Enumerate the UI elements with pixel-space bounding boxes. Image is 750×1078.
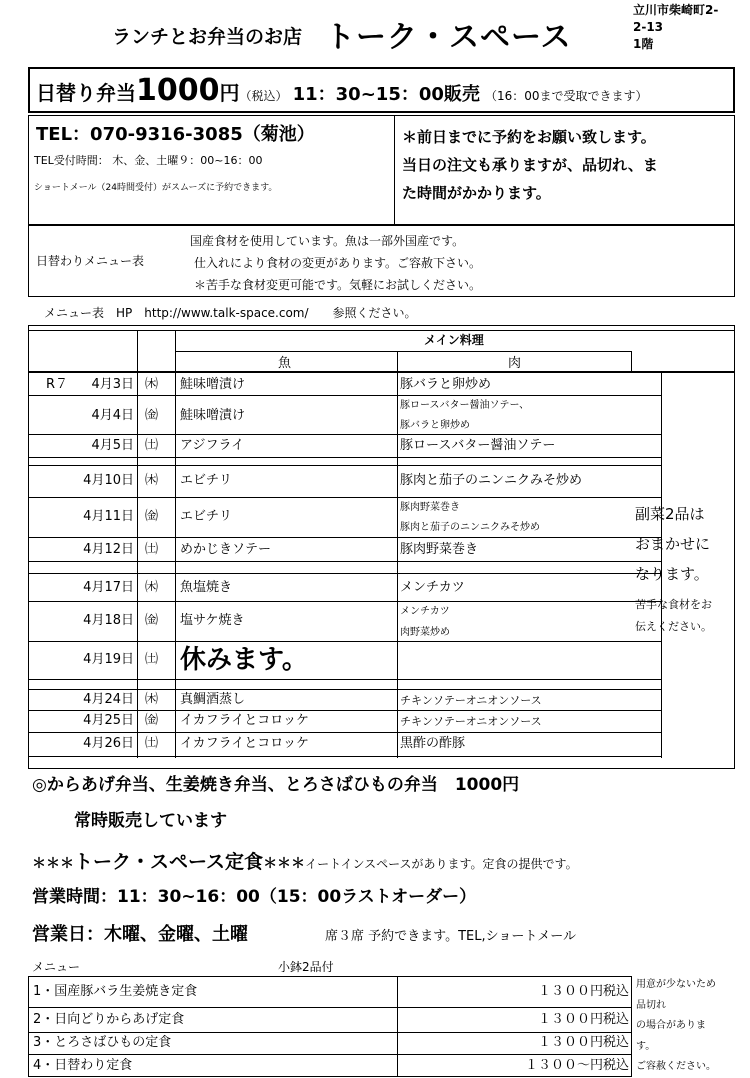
col-meat-divider-top — [631, 351, 632, 371]
row-rule — [28, 641, 661, 642]
fish-cell: めかじきソテー — [180, 542, 272, 557]
meat-cell: 豚バラと卵炒め — [400, 377, 492, 392]
contact-tel: TEL：070‐9316‐3085（菊池） — [36, 124, 315, 145]
table-bottom-rule — [28, 768, 735, 769]
meat-cell: メンチカツ — [400, 580, 465, 595]
day-cell: ㈮ — [145, 509, 159, 524]
stars-right: ＊＊＊ — [263, 856, 306, 872]
teishoku-col-divider — [397, 976, 398, 1077]
date-cell: 4月11日 — [83, 509, 134, 524]
menu-label: メニュー — [32, 960, 81, 974]
eat-in-note: イートインスペースがあります。定食の提供です。 — [305, 857, 578, 871]
row-rule — [28, 679, 661, 680]
limited-note-line-1: 用意が少ないため — [636, 979, 716, 990]
fish-cell: エビチリ — [180, 473, 233, 488]
regular-items: ◎からあげ弁当、生姜焼き弁当、とろさばひもの弁当 1000円 — [32, 775, 520, 795]
row-rule — [28, 434, 661, 435]
date-cell: 4月4日 — [91, 408, 134, 423]
teishoku-row-rule — [28, 1007, 632, 1008]
limited-note-line-4: す。 — [636, 1040, 656, 1052]
row-rule — [28, 689, 661, 690]
row-rule — [28, 601, 661, 602]
date-cell: 4月25日 — [83, 713, 134, 728]
teishoku-item-name: 4・日替わり定食 — [33, 1058, 133, 1073]
table-top-rule — [28, 330, 735, 331]
row-rule — [28, 756, 661, 757]
reservation-line-3: た時間がかかります。 — [402, 184, 551, 202]
banner-tax: （税込） — [239, 89, 288, 103]
limited-note-line-5: ご容赦ください。 — [636, 1061, 716, 1072]
contact-reception: TEL受付時間： 木、金、土曜９：00~16：00 — [34, 154, 263, 167]
banner — [36, 73, 648, 109]
main-dish-header: メイン料理 — [424, 333, 484, 347]
banner-prefix: 日替り弁当 — [36, 81, 136, 105]
fish-cell: エビチリ — [180, 509, 233, 524]
date-cell: 4月24日 — [83, 692, 134, 707]
row-rule — [28, 561, 661, 562]
meat-cell: メンチカツ — [400, 606, 450, 617]
meat-cell: 黒酢の酢豚 — [400, 736, 466, 751]
side-dish-label: 小鉢2品付 — [278, 960, 334, 974]
shop-title: ランチとお弁当のお店 — [112, 26, 303, 48]
fish-cell: アジフライ — [180, 438, 245, 453]
menu-info-line-2: 仕入れにより食材の変更があります。ご容赦下さい。 — [194, 256, 482, 270]
meat-cell-sub: 豚肉と茄子のニンニクみそ炒め — [400, 522, 540, 533]
seat-info: 席３席 予約できます。TEL,ショートメール — [325, 929, 576, 944]
address-line-1: 立川市柴崎町2- — [633, 3, 719, 17]
address-line-2: 2-13 — [633, 20, 664, 34]
header-bottom-rule — [28, 371, 735, 373]
menu-hp-link[interactable]: メニュー表 HP http://www.talk-space.com/ 参照ください。 — [44, 306, 417, 320]
meat-cell: チキンソテーオニオンソース — [400, 694, 542, 707]
side-note-line-3: なります。 — [635, 565, 709, 583]
reservation-line-1: ＊前日までに予約をお願い致します。 — [402, 128, 656, 146]
reservation-line-2: 当日の注文も承りますが、品切れ、ま — [402, 156, 658, 174]
contact-short-mail: ショートメール（24時間受付）がスムーズに予約できます。 — [34, 183, 278, 193]
date-cell: 4月5日 — [91, 438, 134, 453]
banner-price: 1000 — [136, 73, 220, 108]
col-fish-divider — [397, 351, 398, 758]
fish-cell: イカフライとコロッケ — [180, 736, 309, 751]
menu-info-label: 日替わりメニュー表 — [36, 254, 145, 268]
day-cell: ㈭ — [145, 377, 159, 392]
menu-info-line-3: ＊苦手な食材変更可能です。気軽にお試しください。 — [194, 278, 482, 292]
fish-cell: 魚塩焼き — [180, 580, 233, 595]
meat-cell-sub: 豚バラと卵炒め — [400, 420, 470, 431]
day-cell: ㈭ — [145, 473, 159, 488]
day-cell: ㈮ — [145, 613, 159, 628]
meat-cell: 豚肉野菜巻き — [400, 502, 460, 513]
teishoku-item-name: 2・日向どりからあげ定食 — [33, 1012, 185, 1027]
day-cell: ㈭ — [145, 580, 159, 595]
teishoku-item-price: １３００円税込 — [537, 984, 629, 999]
shop-name: トーク・スペース — [325, 20, 572, 55]
meat-cell-sub: 肉野菜炒め — [400, 627, 450, 638]
teishoku-heading — [32, 847, 578, 873]
fish-cell: 鮭味噌漬け — [180, 377, 246, 392]
contact-divider — [394, 115, 395, 225]
meat-cell: 豚肉野菜巻き — [400, 542, 479, 557]
meat-cell: 豚ロースバター醤油ソテー、 — [400, 400, 530, 411]
side-dish-note-small — [635, 594, 712, 638]
side-note-line-1: 副菜2品は — [635, 505, 705, 523]
fish-cell: 真鯛酒蒸し — [180, 692, 246, 707]
teishoku-item-price: １３００〜円税込 — [524, 1058, 629, 1073]
fish-cell: 塩サケ焼き — [180, 613, 245, 628]
teishoku-row-rule — [28, 1032, 632, 1033]
side-note-line-2: おまかせに — [635, 535, 711, 553]
row-rule — [28, 732, 661, 733]
date-cell: 4月10日 — [83, 473, 134, 488]
date-cell: 4月19日 — [83, 652, 134, 667]
teishoku-title: トーク・スペース定食 — [74, 851, 264, 873]
teishoku-item-name: 3・とろさばひもの定食 — [33, 1035, 172, 1050]
main-header-rule — [175, 351, 631, 352]
meat-cell: 豚肉と茄子のニンニクみそ炒め — [400, 473, 583, 488]
menu-info-lines — [190, 230, 481, 296]
table-right-border — [734, 325, 735, 769]
row-rule — [28, 457, 661, 458]
row-rule — [28, 395, 661, 396]
business-days: 営業日：木曜、金曜、土曜 — [32, 924, 248, 945]
day-cell: ㈯ — [145, 438, 159, 453]
meat-header: 肉 — [508, 356, 522, 371]
day-cell: ㈮ — [145, 713, 159, 728]
meat-cell: チキンソテーオニオンソース — [400, 715, 542, 728]
side-dish-note — [635, 499, 710, 589]
limited-stock-note — [636, 975, 716, 1078]
row-rule — [28, 710, 661, 711]
address-line-3: 1階 — [633, 37, 654, 51]
reservation-note — [402, 123, 658, 207]
closed-notice: 休みます。 — [180, 645, 308, 675]
banner-note: （16：00まで受取できます） — [484, 89, 648, 103]
address — [633, 2, 718, 53]
teishoku-row-rule — [28, 1054, 632, 1055]
business-hours: 営業時間：11：30~16：00（15：00ラストオーダー） — [32, 887, 477, 907]
date-cell: 4月12日 — [83, 542, 134, 557]
day-cell: ㈮ — [145, 408, 159, 423]
teishoku-item-price: １３００円税込 — [537, 1012, 629, 1027]
fish-cell: 鮭味噌漬け — [180, 408, 246, 423]
fish-cell: イカフライとコロッケ — [180, 713, 309, 728]
regular-items-note: 常時販売しています — [74, 811, 227, 831]
date-cell: 4月18日 — [83, 613, 134, 628]
row-rule — [28, 537, 661, 538]
day-cell: ㈯ — [145, 736, 159, 751]
row-rule — [28, 465, 661, 466]
banner-yen: 円 — [219, 81, 240, 105]
date-cell: 4月26日 — [83, 736, 134, 751]
teishoku-item-price: １３００円税込 — [537, 1035, 629, 1050]
row-rule — [28, 497, 661, 498]
hp-rule — [28, 325, 735, 326]
meat-cell: 豚ロースバター醤油ソテー — [400, 438, 556, 453]
limited-note-line-3: の場合がありま — [636, 1020, 706, 1031]
fish-header: 魚 — [278, 356, 292, 371]
banner-hours: 11：30~15：00販売 — [292, 84, 480, 105]
menu-info-line-1: 国産食材を使用しています。魚は一部外国産です。 — [190, 234, 465, 248]
date-cell: 4月3日 — [91, 377, 134, 392]
day-cell: ㈭ — [145, 692, 159, 707]
side-note-small-line-2: 伝えください。 — [635, 620, 712, 633]
day-cell: ㈯ — [145, 652, 159, 667]
table-left-border — [28, 325, 29, 769]
date-cell: 4月17日 — [83, 580, 134, 595]
side-note-small-line-1: 苦手な食材をお — [635, 598, 712, 611]
limited-note-line-2: 品切れ — [636, 999, 666, 1011]
era-label: R７ — [46, 377, 69, 392]
stars-left: ＊＊＊ — [32, 856, 74, 872]
day-cell: ㈯ — [145, 542, 159, 557]
row-rule — [28, 573, 661, 574]
teishoku-item-name: 1・国産豚バラ生姜焼き定食 — [33, 984, 198, 999]
